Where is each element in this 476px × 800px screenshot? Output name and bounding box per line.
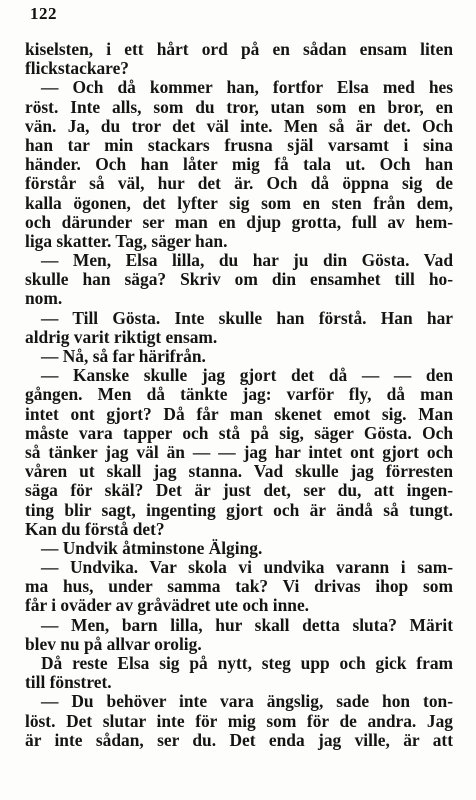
text-line: till fönstret. xyxy=(25,672,112,693)
text-line: säga för skäl? Det är just det, ser du, att ingen- xyxy=(25,480,453,501)
text-line: händer. Och han låter mig få tala ut. Och han xyxy=(25,154,453,175)
text-line: — Undvik åtminstone Älging. xyxy=(41,537,263,558)
text-line: måste vara tapper och stå på sig, säger Gösta. Och xyxy=(25,422,453,443)
text-line: nom. xyxy=(25,288,63,309)
text-line: så tänker jag väl än — — jag har intet ont gjort och xyxy=(25,441,453,462)
text-line: — Men, barn lilla, hur skall detta sluta? Märit xyxy=(41,614,453,635)
text-line: får i oväder av gråvädret ute och inne. xyxy=(25,595,310,616)
body-text xyxy=(25,40,453,750)
page-number: 122 xyxy=(30,4,57,23)
text-line: skulle han säga? Skriv om din ensamhet till ho- xyxy=(25,269,453,290)
text-line: blev nu på allvar orolig. xyxy=(25,633,202,654)
text-line: förstår så väl, hur det är. Och då öppna sig de xyxy=(25,173,453,194)
text-line: — Men, Elsa lilla, du har ju din Gösta. Vad xyxy=(41,250,453,271)
text-line: vän. Ja, du tror det väl inte. Men så är det. Och xyxy=(25,115,453,136)
text-line: kiselsten, i ett hårt ord på en sådan ensam liten xyxy=(25,39,453,59)
text-line: våren ut skall jag stanna. Vad skulle jag förresten xyxy=(25,461,453,482)
text-line: liga skatter. Tag, säger han. xyxy=(25,230,228,251)
text-line: ma hus, under samma tak? Vi drivas ihop som xyxy=(25,576,453,597)
text-line: — Du behöver inte vara ängslig, sade hon ton- xyxy=(41,691,453,712)
text-line: gången. Men då tänkte jag: varför fly, då man xyxy=(25,384,453,405)
text-line: ting blir sagt, ingenting gjort och är ändå så tungt. xyxy=(25,499,453,520)
text-line: och därunder ser man en djup grotta, full av hem- xyxy=(25,211,453,232)
text-line: Kan du förstå det? xyxy=(25,518,165,539)
text-line: — Till Gösta. Inte skulle han förstå. Han har xyxy=(41,307,453,328)
text-line: är inte sådan, ser du. Det enda jag ville, är att xyxy=(25,729,453,750)
text-line: röst. Inte alls, som du tror, utan som en bror, en xyxy=(25,96,453,117)
text-line: aldrig varit riktigt ensam. xyxy=(25,326,218,347)
text-line: — Undvika. Var skola vi undvika varann i sam- xyxy=(41,557,453,578)
text-line: — Kanske skulle jag gjort det då — — den xyxy=(41,365,453,386)
text-line: kalla ögonen, det lyfter sig som en sten från dem, xyxy=(25,192,453,213)
text-line: Då reste Elsa sig på nytt, steg upp och gick fram xyxy=(41,653,453,673)
text-line: — Nå, så far härifrån. xyxy=(41,346,206,366)
text-line: intet ont gjort? Då får man skenet emot sig. Man xyxy=(25,403,453,424)
text-line: han tar min stackars frusna själ varsamt i sina xyxy=(25,134,453,155)
text-line: — Och då kommer han, fortfor Elsa med hes xyxy=(41,77,453,98)
text-line: löst. Det slutar inte för mig som för de andra. Jag xyxy=(25,710,453,731)
text-line: flickstackare? xyxy=(25,58,130,79)
